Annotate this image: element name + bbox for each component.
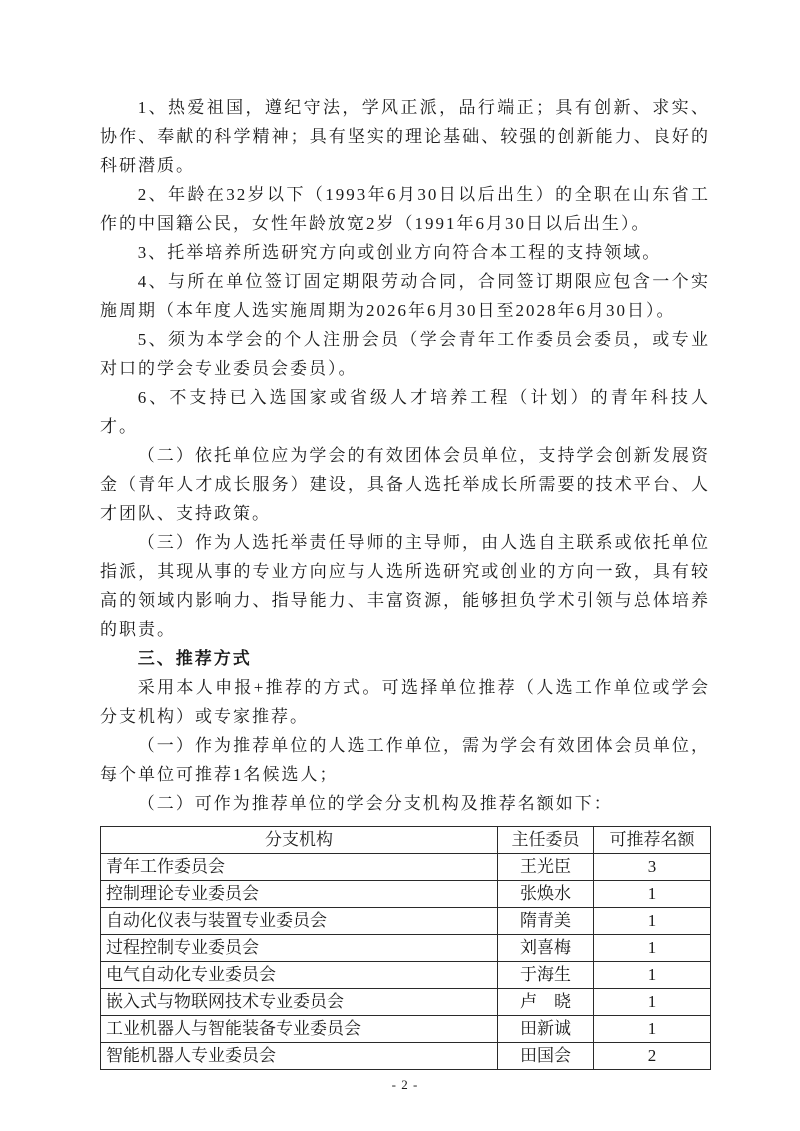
document-content [100,93,710,1093]
clause-5: 5、须为本学会的个人注册会员（学会青年工作委员会委员，或专业对口的学会专业委员会委员）。 [100,330,710,378]
cell-chair: 田国会 [498,1043,594,1070]
cell-branch: 青年工作委员会 [101,854,498,881]
header-branch: 分支机构 [101,827,498,854]
table-row [101,854,711,881]
paragraph-recommendation-2: （二）可作为推荐单位的学会分支机构及推荐名额如下： [137,794,613,813]
cell-quota: 2 [594,1043,711,1070]
table-row [101,935,711,962]
header-quota: 可推荐名额 [594,827,711,854]
clause-1: 1、热爱祖国，遵纪守法，学风正派，品行端正；具有创新、求实、协作、奉献的科学精神；具有坚实的理论基础、较强的创新能力、良好的科研潜质。 [100,98,710,175]
paragraph-sponsor-unit: （二）依托单位应为学会的有效团体会员单位，支持学会创新发展资金（青年人才成长服务）建设，具备人选托举成长所需要的技术平台、人才团队、支持政策。 [100,446,710,523]
cell-branch: 控制理论专业委员会 [101,881,498,908]
table-row [101,881,711,908]
section-heading-recommendation: 三、推荐方式 [137,649,252,668]
table-row [101,908,711,935]
paragraph-recommendation-1: （一）作为推荐单位的人选工作单位，需为学会有效团体会员单位，每个单位可推荐1名候选人； [100,736,710,784]
cell-chair: 于海生 [498,962,594,989]
cell-branch: 工业机器人与智能装备专业委员会 [101,1016,498,1043]
cell-branch: 自动化仪表与装置专业委员会 [101,908,498,935]
cell-quota: 1 [594,962,711,989]
cell-quota: 1 [594,881,711,908]
cell-chair: 刘喜梅 [498,935,594,962]
cell-chair: 田新诚 [498,1016,594,1043]
cell-branch: 智能机器人专业委员会 [101,1043,498,1070]
clause-3: 3、托举培养所选研究方向或创业方向符合本工程的支持领域。 [137,243,662,262]
table-row [101,1043,711,1070]
cell-branch: 过程控制专业委员会 [101,935,498,962]
table-row [101,962,711,989]
cell-quota: 1 [594,935,711,962]
cell-chair: 王光臣 [498,854,594,881]
table-header-row [101,827,711,854]
header-chair: 主任委员 [498,827,594,854]
clause-2: 2、年龄在32岁以下（1993年6月30日以后出生）的全职在山东省工作的中国籍公民，女性年龄放宽2岁（1991年6月30日以后出生）。 [100,185,710,233]
clause-6: 6、不支持已入选国家或省级人才培养工程（计划）的青年科技人才。 [100,388,710,436]
page-number: - 2 - [391,1077,419,1092]
paragraph-mentor: （三）作为人选托举责任导师的主导师，由人选自主联系或依托单位指派，其现从事的专业方向应与人选所选研究或创业的方向一致，具有较高的领域内影响力、指导能力、丰富资源，能够担负学术引领与总体培养的职责。 [100,533,710,639]
cell-quota: 3 [594,854,711,881]
paragraph-recommendation-intro: 采用本人申报+推荐的方式。可选择单位推荐（人选工作单位或学会分支机构）或专家推荐。 [100,678,710,726]
cell-chair: 张焕水 [498,881,594,908]
cell-chair: 隋青美 [498,908,594,935]
cell-chair: 卢 晓 [498,989,594,1016]
cell-quota: 1 [594,908,711,935]
table-row [101,1016,711,1043]
clause-4: 4、与所在单位签订固定期限劳动合同，合同签订期限应包含一个实施周期（本年度人选实施周期为2026年6月30日至2028年6月30日）。 [100,272,710,320]
cell-quota: 1 [594,1016,711,1043]
cell-branch: 电气自动化专业委员会 [101,962,498,989]
branch-quota-table [100,826,711,1070]
cell-quota: 1 [594,989,711,1016]
cell-branch: 嵌入式与物联网技术专业委员会 [101,989,498,1016]
table-row [101,989,711,1016]
